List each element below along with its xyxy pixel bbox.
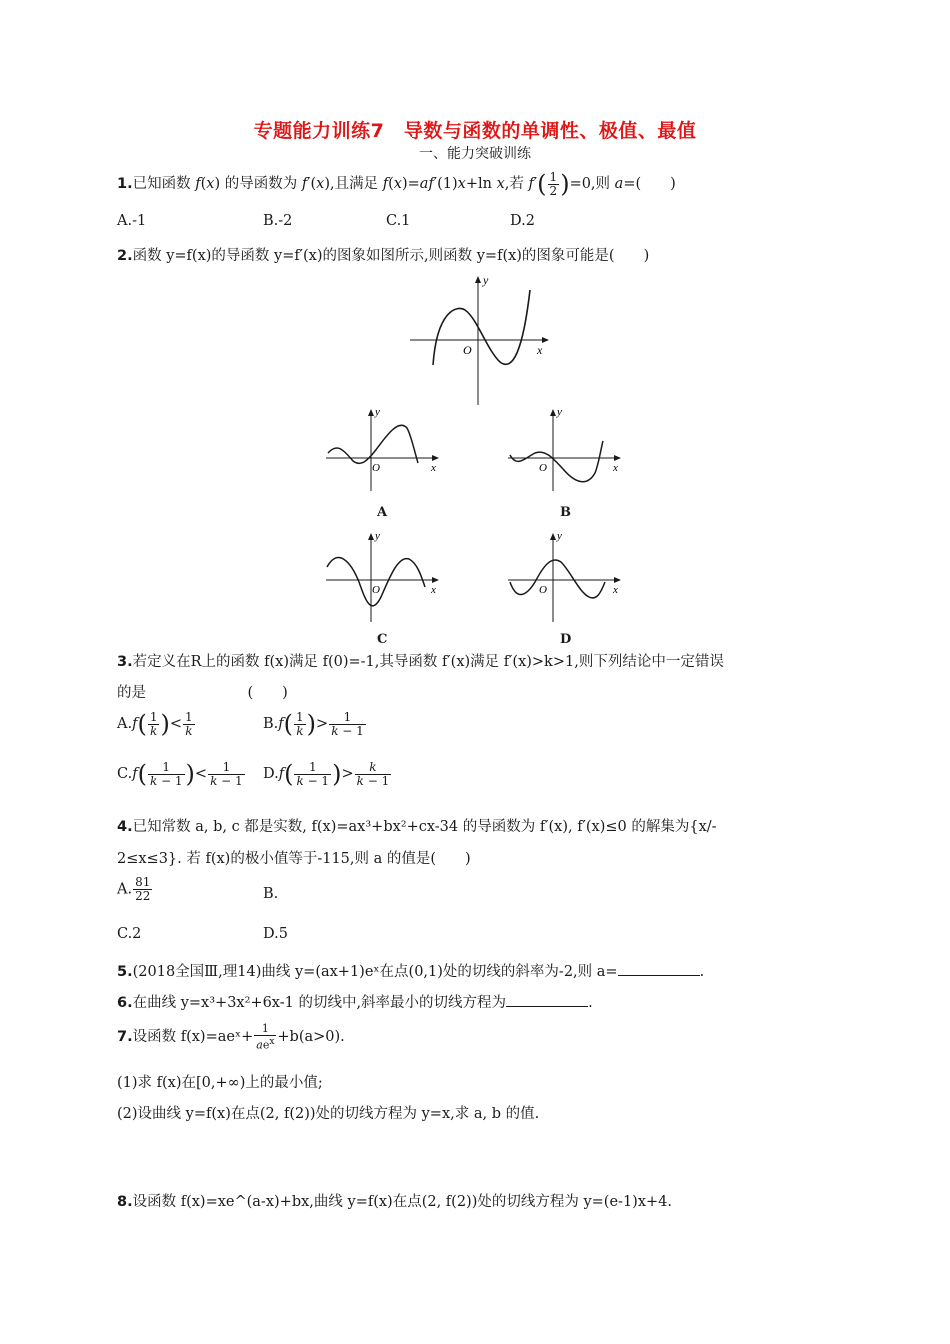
q4-option-a xyxy=(117,876,153,903)
question-8-stem xyxy=(117,1190,672,1211)
svg-text:O: O xyxy=(539,584,547,596)
q5-end: . xyxy=(699,964,705,980)
q7-text-a: 设函数 f(x)=aeˣ+ xyxy=(132,1028,254,1045)
q3-line1: 若定义在R上的函数 f(x)满足 f(0)=-1,其导函数 f′(x)满足 f′(x)>k>1,则下列结论中一定错误 xyxy=(132,654,724,670)
q3-line2: 的是 ( ) xyxy=(117,685,288,701)
question-number: 4. xyxy=(117,819,133,835)
svg-text:y: y xyxy=(557,530,562,542)
x-label: x xyxy=(537,343,543,357)
option-letter: A. xyxy=(117,716,133,732)
q6-text: 在曲线 y=x³+3x²+6x-1 的切线中,斜率最小的切线方程为 xyxy=(132,995,507,1011)
q3-option-d: D.f( $\frac{1}{k - 1}$ )> $\frac{k}{k - 1}$ xyxy=(263,759,390,788)
q4-line1: 已知常数 a, b, c 都是实数, f(x)=ax³+bx²+cx-34 的导函数为 f′(x), f′(x)≤0 的解集为{x/- xyxy=(132,819,717,835)
page-title: 专题能力训练7 导数与函数的单调性、极值、最值 xyxy=(253,120,697,142)
question-4-stem xyxy=(117,815,717,836)
answer-blank[interactable] xyxy=(506,994,588,1007)
option-letter: A. xyxy=(117,881,133,898)
q3-option-b: B.f( $\frac{1}{k}$ )> $\frac{1}{k - 1}$ xyxy=(263,709,364,738)
question-6-stem xyxy=(117,991,593,1012)
q1-text-e: =0,则 xyxy=(569,176,615,192)
question-number: 3. xyxy=(117,654,133,670)
q1-option-d: D.2 xyxy=(510,213,535,229)
q3-option-c: C.f( $\frac{1}{k - 1}$ )< $\frac{1}{k - 1}$ xyxy=(117,759,243,788)
option-letter: C. xyxy=(117,766,133,782)
option-letter: B. xyxy=(263,716,279,732)
q4-option-d: D.5 xyxy=(263,926,288,942)
derivative-curve xyxy=(433,290,530,365)
q1-option-c: C.1 xyxy=(386,213,411,229)
question-number: 1. xyxy=(117,176,133,192)
q4-line2: 2≤x≤3}. 若 f(x)的极小值等于-115,则 a 的值是( ) xyxy=(117,851,471,867)
section-heading: 一、能力突破训练 xyxy=(419,146,531,162)
svg-text:O: O xyxy=(372,462,380,474)
option-d-label: D xyxy=(560,632,572,647)
q3-option-a: A.f( $\frac{1}{k}$ )< $\frac{1}{k}$ xyxy=(117,709,193,738)
svg-text:y: y xyxy=(375,530,380,542)
svg-text:x: x xyxy=(613,584,618,596)
svg-text:y: y xyxy=(375,406,380,418)
y-axis-arrow xyxy=(475,276,481,283)
svg-text:x: x xyxy=(431,462,436,474)
x-axis-arrow xyxy=(542,337,549,343)
question-7-stem: 7.设函数 f(x)=aeˣ+ $\frac{1}{ae^x}$ +b(a>0). xyxy=(117,1022,345,1052)
option-c-graph xyxy=(323,527,448,627)
q1-text-d: ,若 xyxy=(504,176,529,192)
fraction: $\frac{1}{2}$ xyxy=(549,169,558,198)
question-1-stem: 1.已知函数 f(x) 的导函数为 f′(x),且满足 f(x)=af′(1)x+ln x,若 f′( $\frac{1}{2}$ )=0,则 a=( ) xyxy=(117,169,676,198)
q7-part-1: (1)求 f(x)在[0,+∞)上的最小值; xyxy=(117,1075,323,1091)
q2-text: 函数 y=f(x)的导函数 y=f′(x)的图象如图所示,则函数 y=f(x)的图象可能是( ) xyxy=(132,248,650,264)
q1-option-a: A.-1 xyxy=(117,213,147,229)
option-letter: D. xyxy=(263,766,279,782)
question-number: 6. xyxy=(117,995,133,1011)
q1-text-c: ,且满足 xyxy=(330,176,383,192)
svg-text:O: O xyxy=(539,462,547,474)
q6-end: . xyxy=(588,995,593,1011)
fraction-numerator: 81 xyxy=(135,875,151,889)
y-label: y xyxy=(483,273,489,287)
q4-option-c: C.2 xyxy=(117,926,142,942)
origin-label: O xyxy=(463,343,472,357)
fraction-denominator: 22 xyxy=(135,889,151,903)
question-number: 5. xyxy=(117,964,133,980)
svg-text:x: x xyxy=(613,462,618,474)
question-2-stem xyxy=(117,244,649,265)
svg-text:y: y xyxy=(557,406,562,418)
option-a-label: A xyxy=(377,505,388,520)
svg-text:O: O xyxy=(372,584,380,596)
option-b-label: B xyxy=(560,505,571,520)
derivative-graph xyxy=(405,270,555,410)
q1-text-f: =( ) xyxy=(623,176,676,192)
question-number: 7. xyxy=(117,1028,133,1045)
q5-text: (2018全国Ⅲ,理14)曲线 y=(ax+1)eˣ在点(0,1)处的切线的斜率为-2,则 a= xyxy=(132,964,618,980)
option-c-label: C xyxy=(377,632,388,647)
q1-text-b: 的导函数为 xyxy=(220,176,302,192)
option-d-graph xyxy=(505,527,630,627)
option-a-graph xyxy=(323,403,448,493)
option-b-graph xyxy=(505,403,630,493)
q8-text: 设函数 f(x)=xe^(a-x)+bx,曲线 y=f(x)在点(2, f(2))处的切线方程为 y=(e-1)x+4. xyxy=(132,1194,672,1210)
question-number: 8. xyxy=(117,1194,133,1210)
question-3-stem xyxy=(117,650,724,671)
answer-blank[interactable] xyxy=(618,963,700,976)
question-number: 2. xyxy=(117,248,133,264)
q7-part-2: (2)设曲线 y=f(x)在点(2, f(2))处的切线方程为 y=x,求 a, b 的值. xyxy=(117,1106,540,1122)
q1-option-b: B.-2 xyxy=(263,213,293,229)
svg-text:x: x xyxy=(431,584,436,596)
q1-text-a: 已知函数 xyxy=(132,176,196,192)
q4-option-b: B. xyxy=(263,886,279,902)
q7-text-b: +b(a>0). xyxy=(277,1028,345,1045)
question-5-stem xyxy=(117,960,704,981)
